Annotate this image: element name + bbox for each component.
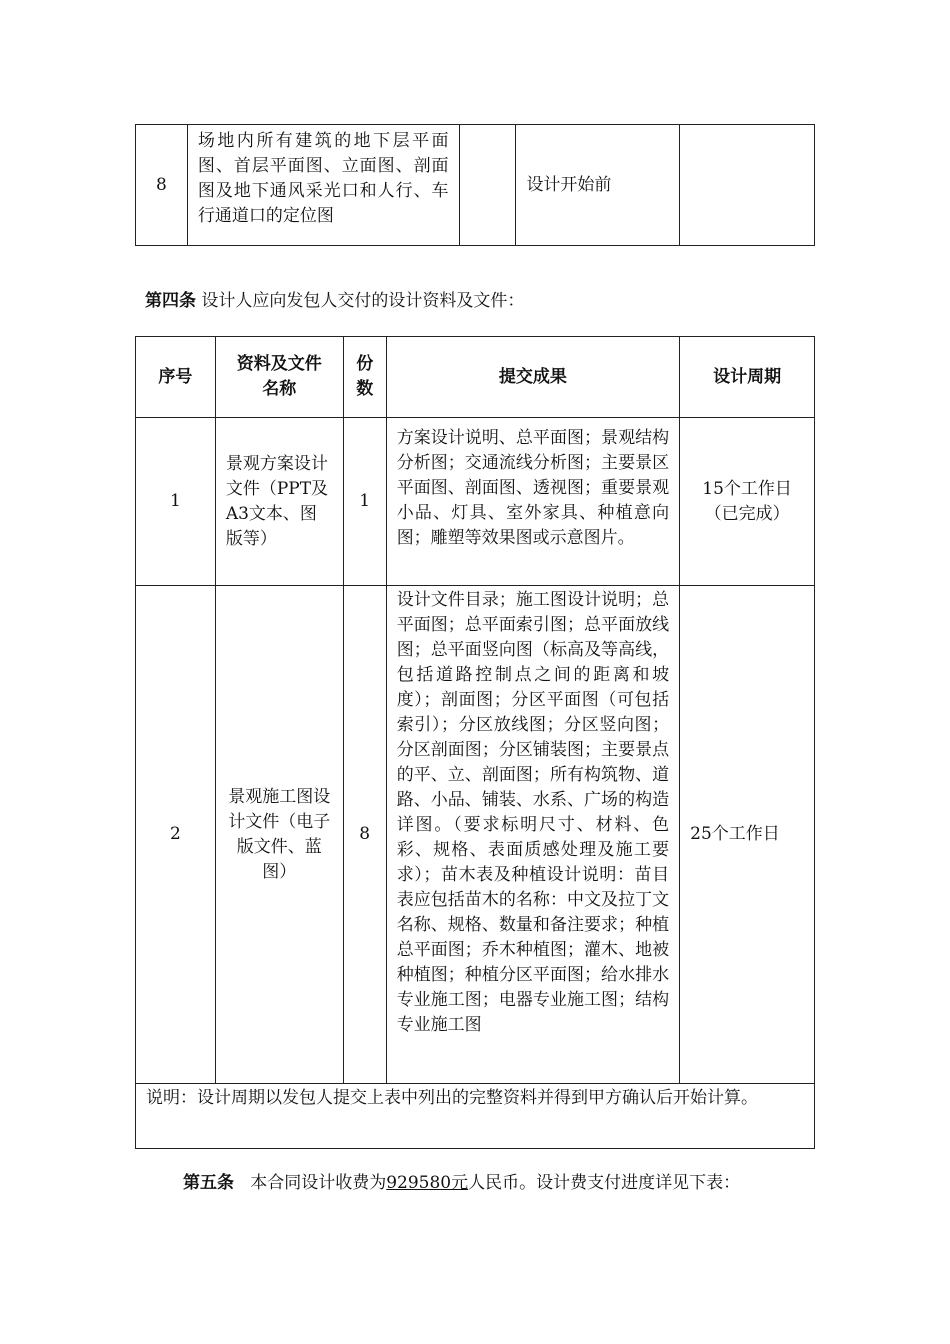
article-4-text: 设计人应向发包人交付的设计资料及文件：: [201, 291, 525, 311]
header-no: 序号: [136, 337, 216, 418]
article-5-label: 第五条: [183, 1173, 234, 1193]
period-cell: 15个工作日（已完成）: [680, 418, 815, 586]
result-cell: 方案设计说明、总平面图；景观结构分析图；交通流线分析图；主要景区平面图、剖面图、透视图；重要景观小品、灯具、室外家具、种植意向图；雕塑等效果图或示意图片。: [386, 418, 679, 586]
article-5-text-before: 本合同设计收费为: [250, 1173, 387, 1193]
table-row: [136, 418, 815, 586]
row-number: 2: [136, 586, 216, 1084]
table-row: [136, 586, 815, 1084]
document-name: 景观施工图设计文件（电子版文件、蓝图）: [215, 586, 343, 1084]
article-4: [145, 289, 524, 314]
fee-amount: 929580元: [386, 1173, 469, 1193]
design-input-table: [135, 124, 815, 246]
article-4-label: 第四条: [145, 291, 196, 311]
article-5: [183, 1171, 740, 1196]
header-copies: 份数: [343, 337, 386, 418]
header-period: 设计周期: [680, 337, 815, 418]
document-name: 场地内所有建筑的地下层平面图、首层平面图、立面图、剖面图及地下通风采光口和人行、车行通道口的定位图: [187, 125, 459, 246]
copies-cell: 1: [343, 418, 386, 586]
delivery-time: 设计开始前: [516, 125, 680, 246]
note-row: [136, 1084, 815, 1149]
header-name: 资料及文件名称: [215, 337, 343, 418]
header-result: 提交成果: [386, 337, 679, 418]
article-5-text-after: 人民币。设计费支付进度详见下表：: [468, 1173, 741, 1193]
table-note: 说明：设计周期以发包人提交上表中列出的完整资料并得到甲方确认后开始计算。: [136, 1084, 815, 1149]
document-name: 景观方案设计文件（PPT及A3文本、图版等）: [215, 418, 343, 586]
table-row: [136, 125, 815, 246]
result-cell: 设计文件目录；施工图设计说明；总平面图；总平面索引图；总平面放线图；总平面竖向图（标高及等高线，包括道路控制点之间的距离和坡度）；剖面图；分区平面图（可包括索引）；分区放线图；分区竖向图；分区剖面图；分区铺装图；主要景点的平、立、剖面图；所有构筑物、道路、小品、铺装、水系、广场的构造详图。（要求标明尺寸、材料、色彩、规格、表面质感处理及施工要求）；苗木表及种植设计说明：苗目表应包括苗木的名称：中文及拉丁文名称、规格、数量和备注要求；种植总平面图；乔木种植图；灌木、地被种植图；种植分区平面图；给水排水专业施工图；电器专业施工图；结构专业施工图: [386, 586, 679, 1084]
row-number: 1: [136, 418, 216, 586]
deliverables-table: [135, 336, 815, 1149]
row-number: 8: [136, 125, 188, 246]
period-cell: 25个工作日: [680, 586, 815, 1084]
quantity-cell: [459, 125, 516, 246]
remark-cell: [680, 125, 815, 246]
table-header-row: [136, 337, 815, 418]
copies-cell: 8: [343, 586, 386, 1084]
